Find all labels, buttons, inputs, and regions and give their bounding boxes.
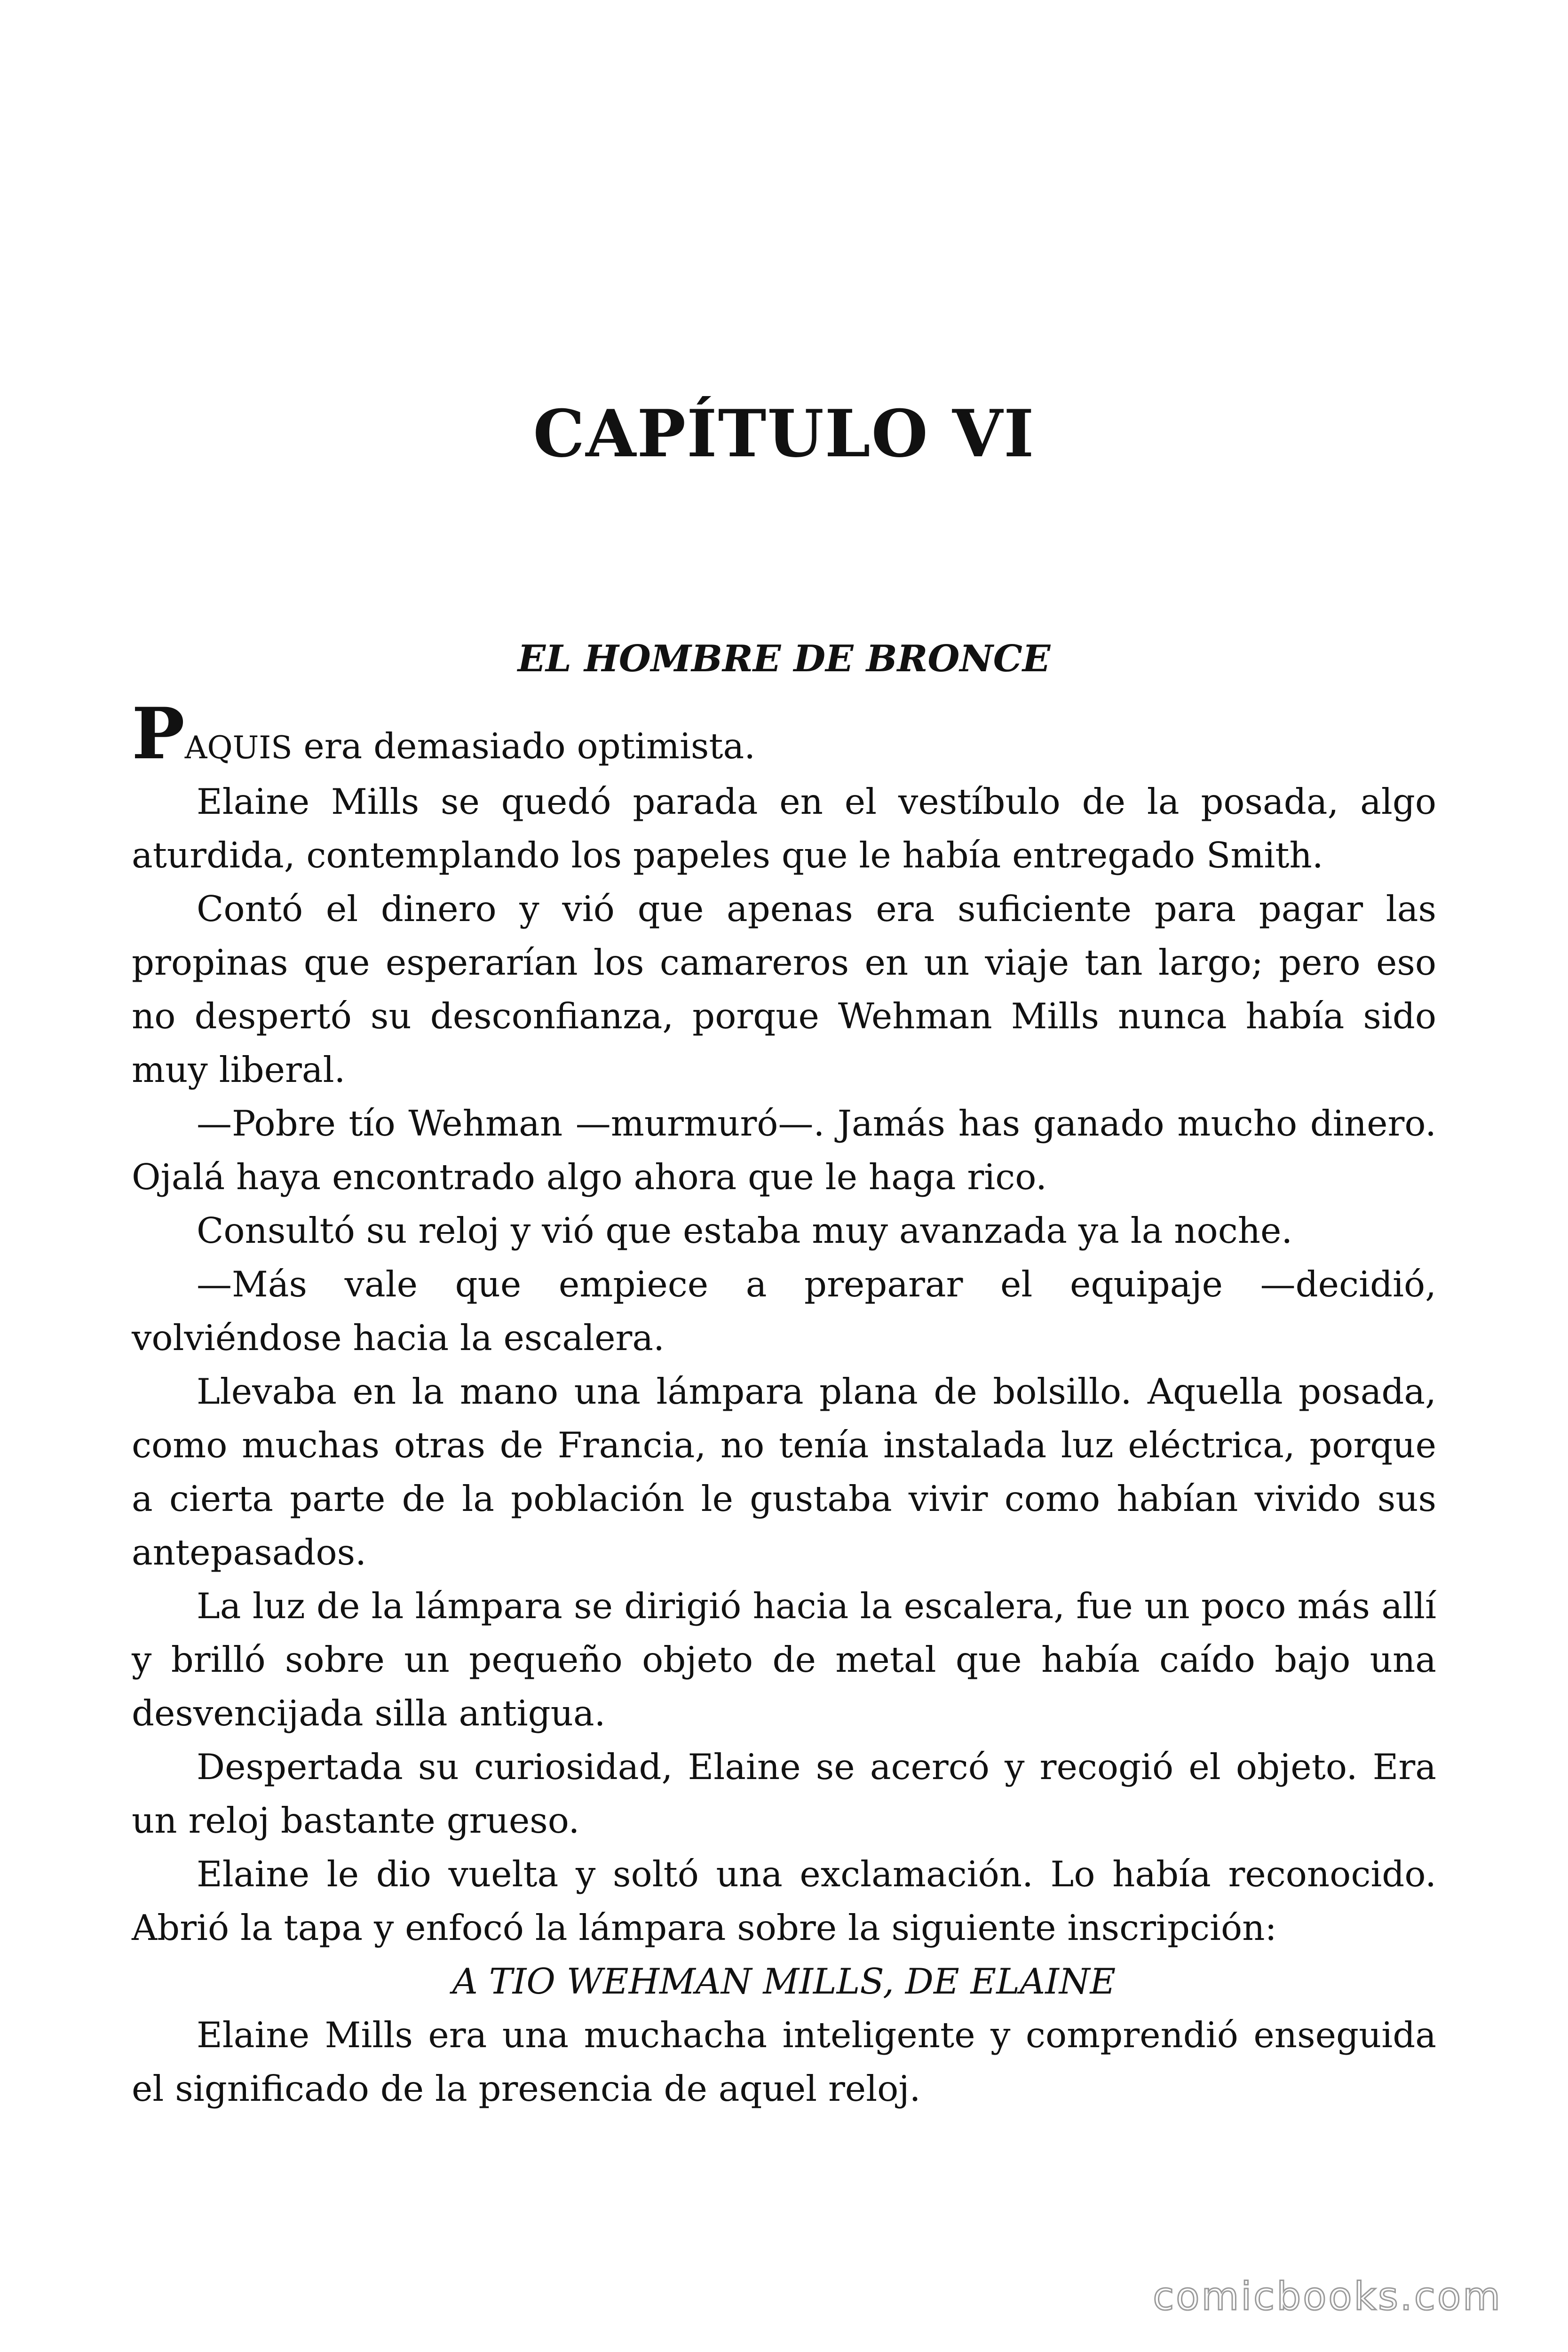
paragraph: Elaine le dio vuelta y soltó una exclamación. Lo había reconocido. Abrió la tapa y enfocó la lámpara sobre la siguiente inscripción: — [132, 1853, 1436, 1948]
paragraph: —Más vale que empiece a preparar el equipaje —decidió, volviéndose hacia la escalera. — [132, 1263, 1436, 1359]
paragraph: Despertada su curiosidad, Elaine se acercó y recogió el objeto. Era un reloj bastante grueso. — [132, 1746, 1436, 1841]
first-paragraph — [132, 692, 1436, 775]
lead-word: AQUIS — [184, 730, 293, 766]
paragraph: —Pobre tío Wehman —murmuró—. Jamás has ganado mucho dinero. Ojalá haya encontrado algo ahora que le haga rico. — [132, 1103, 1436, 1198]
book-page — [132, 0, 1436, 2352]
chapter-subtitle: EL HOMBRE DE BRONCE — [517, 637, 1051, 680]
paragraph: Consultó su reloj y vió que estaba muy avanzada ya la noche. — [197, 1210, 1293, 1251]
drop-cap: P — [132, 692, 185, 775]
body-text — [132, 692, 1436, 2115]
first-paragraph-text: era demasiado optimista. — [292, 725, 756, 767]
watermark: comicbooks.com — [1153, 2274, 1502, 2319]
chapter-title: CAPÍTULO VI — [533, 395, 1035, 472]
paragraph: Llevaba en la mano una lámpara plana de bolsillo. Aquella posada, como muchas otras de Francia, no tenía instalada luz eléctrica, porque a cierta parte de la población le gustaba vivir como habían vivido sus antepasados. — [132, 1371, 1436, 1573]
inscription: A TIO WEHMAN MILLS, DE ELAINE — [452, 1961, 1116, 2002]
paragraph: La luz de la lámpara se dirigió hacia la escalera, fue un poco más allí y brilló sobre un pequeño objeto de metal que había caído bajo una desvencijada silla antigua. — [132, 1585, 1436, 1734]
paragraph: Contó el dinero y vió que apenas era suficiente para pagar las propinas que esperarían los camareros en un viaje tan largo; pero eso no despertó su desconfianza, porque Wehman Mills nunca había sido muy liberal. — [132, 888, 1436, 1090]
paragraph: Elaine Mills se quedó parada en el vestíbulo de la posada, algo aturdida, contemplando los papeles que le había entregado Smith. — [132, 781, 1436, 876]
paragraph: Elaine Mills era una muchacha inteligente y comprendió enseguida el significado de la presencia de aquel reloj. — [132, 2014, 1436, 2109]
